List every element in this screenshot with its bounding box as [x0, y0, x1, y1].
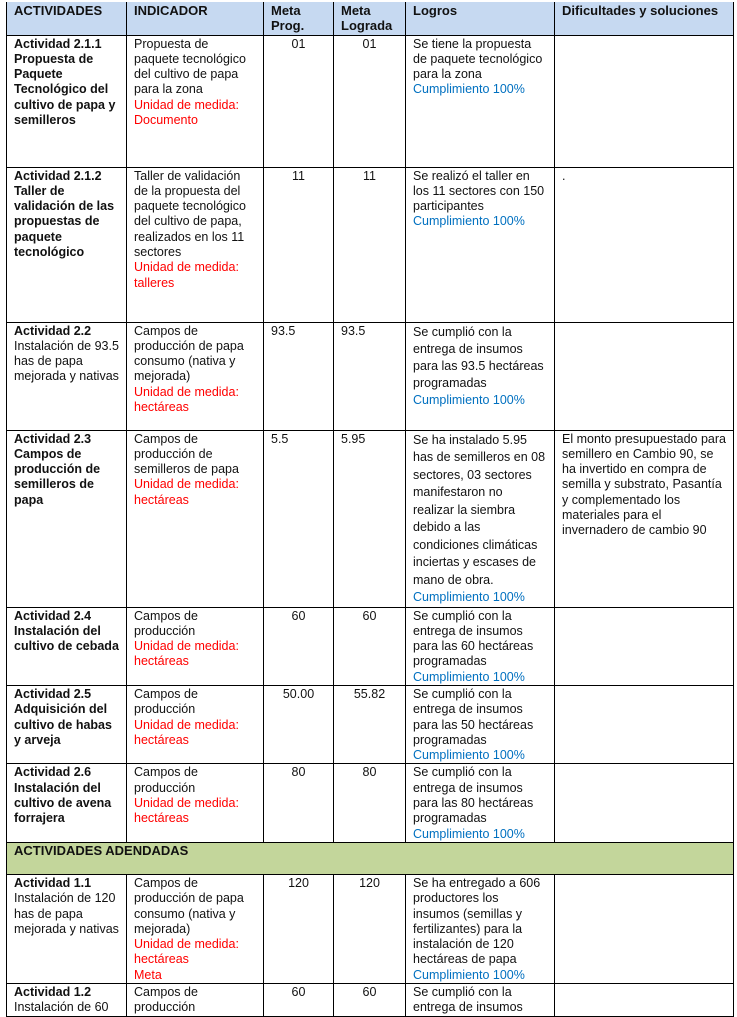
- actividad-desc: Instalación del cultivo de cebada: [14, 623, 119, 654]
- indicador-text: Campos de producción de papa consumo (nativa y mejorada): [134, 875, 244, 936]
- table-row: [7, 167, 734, 322]
- indicador-cell: [127, 984, 264, 1017]
- meta-prog: 60: [264, 607, 334, 685]
- unidad-label: Unidad de medida:: [134, 937, 239, 952]
- actividad-cell: [7, 35, 127, 167]
- actividad-desc: Taller de validación de las propuestas de paquete tecnológico: [14, 183, 115, 259]
- indicador-cell: [127, 607, 264, 685]
- actividad-code: Actividad 1.2: [14, 985, 92, 1000]
- unidad-label: Unidad de medida:: [134, 260, 239, 275]
- dificultades-cell: [555, 607, 734, 685]
- actividad-desc: Propuesta de Paquete Tecnológico del cultivo de papa y semilleros: [14, 51, 116, 127]
- logro-text: Se cumplió con la entrega de insumos: [413, 985, 523, 1015]
- unidad-label: Unidad de medida:: [134, 717, 239, 732]
- section-band-row: [7, 842, 734, 874]
- table-row: [7, 322, 734, 430]
- indicador-cell: [127, 322, 264, 430]
- dificultades-cell: [555, 685, 734, 763]
- dificultades-cell: [555, 984, 734, 1017]
- actividad-cell: [7, 874, 127, 983]
- dificultades-cell: .: [555, 167, 734, 322]
- unidad-value: hectáreas: [134, 654, 189, 669]
- actividad-code: Actividad 2.3: [14, 431, 92, 446]
- unidad-value: talleres: [134, 275, 175, 290]
- actividad-cell: [7, 984, 127, 1017]
- actividad-desc: Instalación del cultivo de avena forrajera: [14, 780, 112, 826]
- dificultades-cell: [555, 874, 734, 983]
- unidad-label: Unidad de medida:: [134, 384, 239, 399]
- logro-text: Se cumplió con la entrega de insumos para las 60 hectáreas programadas: [413, 608, 534, 669]
- meta-lograda: 11: [334, 167, 406, 322]
- unidad-value: hectáreas: [134, 811, 189, 826]
- header-actividades: ACTIVIDADES: [7, 2, 127, 35]
- unidad-label: Unidad de medida:: [134, 796, 239, 811]
- header-meta-lograda-line2: Lograda: [341, 18, 393, 34]
- actividad-code: Actividad 2.2: [14, 323, 92, 338]
- dificultades-cell: [555, 764, 734, 842]
- logro-cell: [406, 322, 555, 430]
- actividad-desc: Campos de producción de semilleros de papa: [14, 446, 101, 507]
- actividad-desc: Instalación de 120 has de papa mejorada y nativas: [14, 891, 119, 936]
- indicador-text: Campos de producción: [134, 686, 198, 717]
- meta-prog: 01: [264, 35, 334, 167]
- meta-prog: 93.5: [264, 322, 334, 430]
- actividad-desc: Adquisición del cultivo de habas y arveja: [14, 702, 112, 747]
- actividad-code: Actividad 2.1.2: [14, 168, 102, 183]
- logro-text: Se cumplió con la entrega de insumos para las 50 hectáreas programadas: [413, 686, 534, 747]
- header-meta-prog-line2: Prog.: [271, 18, 305, 34]
- meta-lograda: 5.95: [334, 430, 406, 607]
- header-dificultades: Dificultades y soluciones: [555, 2, 734, 35]
- actividad-desc: Instalación de 93.5 has de papa mejorada y nativas: [14, 338, 119, 384]
- meta-prog: 50.00: [264, 685, 334, 763]
- meta-prog: 80: [264, 764, 334, 842]
- unidad-value: hectáreas: [134, 732, 189, 747]
- actividad-code: Actividad 2.4: [14, 608, 92, 623]
- logro-text: Se cumplió con la entrega de insumos para las 80 hectáreas programadas: [413, 765, 534, 826]
- table-row: [7, 874, 734, 983]
- indicador-text: Campos de producción de papa consumo (nativa y mejorada): [134, 323, 244, 384]
- unidad-label: Unidad de medida:: [134, 639, 239, 654]
- meta-prog: 120: [264, 874, 334, 983]
- indicador-text: Campos de producción de semilleros de papa: [134, 431, 239, 477]
- header-logros: Logros: [406, 2, 555, 35]
- cumplimiento: Cumplimiento 100%: [413, 392, 525, 407]
- indicador-cell: [127, 35, 264, 167]
- logro-cell: [406, 685, 555, 763]
- dificultades-cell: [555, 35, 734, 167]
- logro-text: Se realizó el taller en los 11 sectores con 150 participantes: [413, 168, 545, 214]
- logro-text: Se cumplió con la entrega de insumos para las 93.5 hectáreas programadas: [413, 324, 544, 390]
- cumplimiento: Cumplimiento 100%: [413, 826, 525, 841]
- logro-cell: [406, 874, 555, 983]
- indicador-cell: [127, 685, 264, 763]
- meta-prog: 60: [264, 984, 334, 1017]
- unidad-extra: Meta: [134, 967, 162, 982]
- actividad-cell: [7, 430, 127, 607]
- meta-lograda: 93.5: [334, 322, 406, 430]
- table-row: [7, 430, 734, 607]
- indicador-cell: [127, 764, 264, 842]
- meta-lograda: 55.82: [334, 685, 406, 763]
- logro-cell: [406, 430, 555, 607]
- meta-lograda: 60: [334, 607, 406, 685]
- table-row: [7, 984, 734, 1017]
- unidad-value: hectáreas: [134, 952, 189, 967]
- section-band-label: ACTIVIDADES ADENDADAS: [7, 842, 734, 874]
- unidad-label: Unidad de medida:: [134, 97, 239, 112]
- header-meta-prog: [264, 2, 334, 35]
- indicador-text: Propuesta de paquete tecnológico del cultivo de papa para la zona: [134, 36, 246, 97]
- cumplimiento: Cumplimiento 100%: [413, 590, 525, 604]
- header-meta-lograda-line1: Meta: [341, 3, 371, 18]
- table-row: [7, 764, 734, 842]
- indicador-cell: [127, 874, 264, 983]
- logro-text: Se ha entregado a 606 productores los insumos (semillas y fertilizantes) para la instalación de 120 hectáreas de papa: [413, 875, 541, 967]
- header-indicador: INDICADOR: [127, 2, 264, 35]
- logro-text: Se tiene la propuesta de paquete tecnológico para la zona: [413, 36, 543, 82]
- header-meta-prog-line1: Meta: [271, 3, 301, 18]
- table-row: [7, 35, 734, 167]
- cumplimiento: Cumplimiento 100%: [413, 214, 525, 229]
- meta-lograda: 60: [334, 984, 406, 1017]
- activities-table: [6, 2, 734, 1017]
- actividad-code: Actividad 2.1.1: [14, 36, 102, 51]
- cumplimiento: Cumplimiento 100%: [413, 82, 525, 97]
- table-row: [7, 607, 734, 685]
- dificultades-cell: El monto presupuestado para semillero en Cambio 90, se ha invertido en compra de semilla y substrato, Pasantía y complementado los materiales para el invernadero de cambio 90: [555, 430, 734, 607]
- actividad-cell: [7, 685, 127, 763]
- logro-cell: [406, 984, 555, 1017]
- cumplimiento: Cumplimiento 100%: [413, 748, 525, 763]
- logro-cell: [406, 167, 555, 322]
- dificultades-cell: [555, 322, 734, 430]
- unidad-label: Unidad de medida:: [134, 477, 239, 492]
- meta-lograda: 80: [334, 764, 406, 842]
- table-header-row: [7, 2, 734, 35]
- logro-cell: [406, 764, 555, 842]
- logro-cell: [406, 607, 555, 685]
- indicador-text: Taller de validación de la propuesta del paquete tecnológico del cultivo de papa, realizados en los 11 sectores: [134, 168, 246, 259]
- cumplimiento: Cumplimiento 100%: [413, 669, 525, 684]
- indicador-text: Campos de producción: [134, 985, 198, 1015]
- table-row: [7, 685, 734, 763]
- unidad-value: Documento: [134, 112, 198, 127]
- actividad-cell: [7, 607, 127, 685]
- header-meta-lograda: [334, 2, 406, 35]
- indicador-text: Campos de producción: [134, 765, 198, 795]
- cumplimiento: Cumplimiento 100%: [413, 967, 525, 982]
- indicador-cell: [127, 167, 264, 322]
- actividad-cell: [7, 167, 127, 322]
- logro-cell: [406, 35, 555, 167]
- meta-lograda: 120: [334, 874, 406, 983]
- indicador-cell: [127, 430, 264, 607]
- meta-lograda: 01: [334, 35, 406, 167]
- meta-prog: 5.5: [264, 430, 334, 607]
- actividad-code: Actividad 1.1: [14, 875, 92, 890]
- actividad-code: Actividad 2.5: [14, 686, 92, 701]
- actividad-desc: Instalación de 60: [14, 1000, 109, 1015]
- actividad-cell: [7, 322, 127, 430]
- meta-prog: 11: [264, 167, 334, 322]
- actividad-cell: [7, 764, 127, 842]
- unidad-value: hectáreas: [134, 492, 189, 507]
- logro-text: Se ha instalado 5.95 has de semilleros en 08 sectores, 03 sectores manifestaron no realizar la siembra debido a las condiciones climáticas inciertas y escases de mano de obra.: [413, 432, 546, 587]
- unidad-value: hectáreas: [134, 399, 189, 414]
- actividad-code: Actividad 2.6: [14, 765, 92, 780]
- indicador-text: Campos de producción: [134, 608, 198, 638]
